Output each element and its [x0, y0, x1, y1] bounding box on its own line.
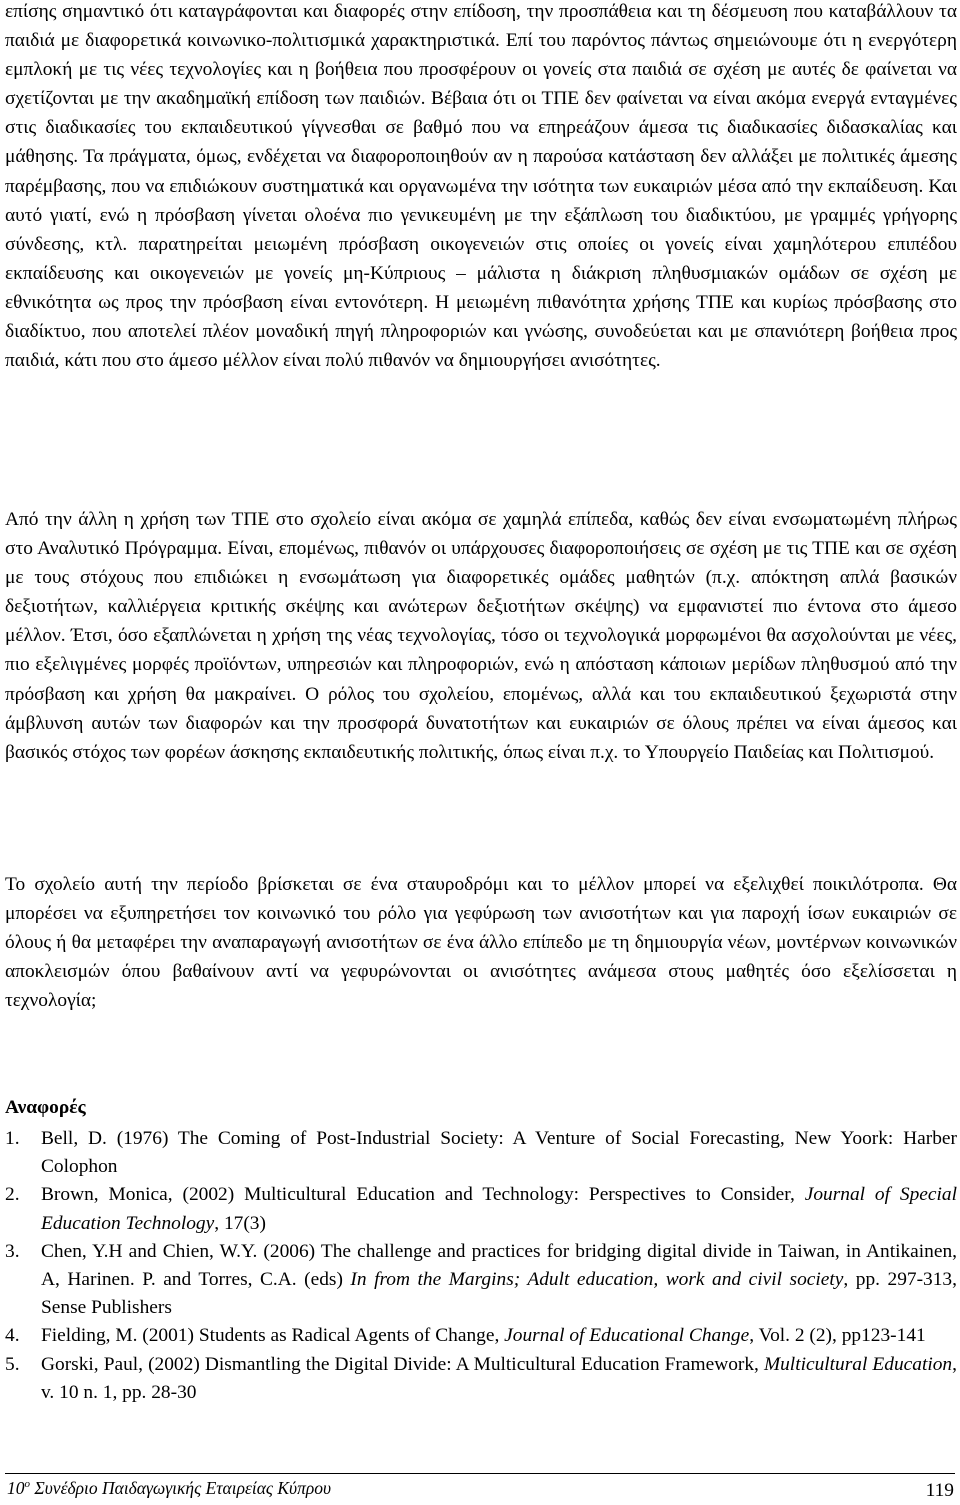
- page-number: 119: [925, 1480, 954, 1501]
- reference-item: [5, 1351, 957, 1407]
- reference-text: Bell, D. (1976) The Coming of Post-Industrial Society: A Venture of Social Forecasting, New Yoork: Harber Colophon: [41, 1128, 957, 1178]
- body-paragraph: Το σχολείο αυτή την περίοδο βρίσκεται σε ένα σταυροδρόμι και το μέλλον μπορεί να εξελιχθεί ποικιλότροπα. Θα μπορέσει να εξυπηρετήσει τον κοινωνικό του ρόλο για γεφύρωση των ανισοτήτων και για παροχή ίσων ευκαιριών σε όλους ή θα μεταφέρει την αναπαραγωγή ανισοτήτων σε ένα άλλο επίπεδο με τη δημιουργία νέων, μοντέρνων κοινωνικών αποκλεισμών όπου βαθαίνουν αντί να γεφυρώνονται οι ανισότητες ανάμεσα στους μαθητές όσο εξελίσσεται η τεχνολογία;: [5, 874, 957, 1012]
- reference-source-title: Multicultural Education: [763, 1353, 953, 1375]
- footer-divider: [5, 1473, 955, 1474]
- body-paragraph: Από την άλλη η χρήση των ΤΠΕ στο σχολείο είναι ακόμα σε χαμηλά επίπεδα, καθώς δεν είναι ενσωματωμένη πλήρως στο Αναλυτικό Πρόγραμμα. Είναι, επομένως, πιθανόν οι υπάρχουσες διαφοροποιήσεις σε σχέση με τις ΤΠΕ και σε σχέση με τους στόχους που επιδιώκει η ενσωμάτωση για διαφορετικές ομάδες μαθητών (π.χ. απόκτηση απλά βασικών δεξιοτήτων, καλλιέργεια κριτικής σκέψης και ανώτερων δεξιοτήτων σκέψης) να εμφανιστεί πιο έντονα στο άμεσο μέλλον. Έτσι, όσο εξαπλώνεται η χρήση της νέας τεχνολογίας, τόσο οι τεχνολογικά μορφωμένοι θα ασχολούνται με νέες, πιο εξελιγμένες μορφές προϊόντων, υπηρεσιών και πληροφοριών, ενώ η απόσταση κάποιων μερίδων πληθυσμού από την πρόσβαση και χρήση θα μακραίνει. Ο ρόλος του σχολείου, επομένως, αλλά και του εκπαιδευτικού ξεχωριστά στην άμβλυνση αυτών των διαφορών και την προσφορά δυνατοτήτων και ευκαιριών σε όλους πρέπει να είναι άμεσος και βασικός στόχος των φορέων άσκησης εκπαιδευτικής πολιτικής, όπως είναι π.χ. το Υπουργείο Παιδείας και Πολιτισμού.: [5, 509, 957, 763]
- reference-number: 5.: [5, 1353, 20, 1375]
- reference-details: , 17(3): [214, 1212, 266, 1234]
- reference-details: , Vol. 2 (2), pp123-141: [749, 1325, 926, 1347]
- reference-item: [5, 1125, 957, 1181]
- reference-text: Brown, Monica, (2002) Multicultural Education and Technology: Perspectives to Consider,: [41, 1184, 805, 1206]
- conference-name: Συνέδριο Παιδαγωγικής Εταιρείας Κύπρου: [30, 1478, 332, 1498]
- reference-source-title: In from the Margins; Adult education, work and civil society: [350, 1269, 844, 1291]
- reference-number: 3.: [5, 1240, 20, 1262]
- reference-number: 4.: [5, 1325, 20, 1347]
- reference-source-title: Journal of Educational Change: [504, 1325, 750, 1347]
- reference-number: 2.: [5, 1184, 20, 1206]
- references-list: [5, 1125, 957, 1407]
- reference-details: , v. 10 n. 1, pp. 28-30: [41, 1353, 957, 1403]
- footer-conference: [7, 1478, 331, 1499]
- reference-text: Chen, Y.H and Chien, W.Y. (2006) The challenge and practices for bridging digital divide in Taiwan, in Antikainen, A, Harinen. P. and Torres, C.A. (eds): [41, 1240, 957, 1291]
- reference-number: 1.: [5, 1128, 20, 1149]
- references-heading: Αναφορές: [5, 1097, 86, 1118]
- reference-source-title: Journal of Special Education Technology: [41, 1184, 957, 1234]
- reference-details: , pp. 297-313, Sense Publishers: [41, 1269, 957, 1319]
- edition-suffix: ο: [24, 1478, 30, 1491]
- reference-item: [5, 1238, 957, 1323]
- reference-text: Fielding, M. (2001) Students as Radical Agents of Change,: [41, 1325, 505, 1347]
- body-paragraph: επίσης σημαντικό ότι καταγράφονται και διαφορές στην επίδοση, την προσπάθεια και τη δέσμευση που καταβάλλουν τα παιδιά με διαφορετικά κοινωνικο-πολιτισμικά χαρακτηριστικά. Επί του παρόντος πάντως σημειώνουμε ότι η ενεργότερη εμπλοκή με τις νέες τεχνολογίες και η βοήθεια που προσφέρουν οι γονείς στα παιδιά σε σχέση με αυτές δε φαίνεται να σχετίζονται με την ακαδημαϊκή επίδοση των παιδιών. Βέβαια ότι οι ΤΠΕ δεν φαίνεται να είναι ακόμα ενεργά ενταγμένες στις διαδικασίες του εκπαιδευτικού γίγνεσθαι σε βαθμό που να επηρεάζουν άμεσα τις διαδικασίες διδασκαλίας και μάθησης. Τα πράγματα, όμως, ενδέχεται να διαφοροποιηθούν αν η παρούσα κατάσταση δεν αλλάξει με πολιτικές άμεσης παρέμβασης, που να επιδιώκουν συστηματικά και οργανωμένα την ισότητα των ευκαιριών μέσα από την εκπαίδευση. Και αυτό γιατί, ενώ η πρόσβαση γίνεται ολοένα πιο γενικευμένη με την εξάπλωση του διαδικτύου, με γραμμές γρήγορης σύνδεσης, κτλ. παρατηρείται μειωμένη πρόσβαση οικογενειών στις οποίες οι γονείς είναι χαμηλότερου επιπέδου εκπαίδευσης και οικογενειών με γονείς μη-Κύπριους – μάλιστα η διάκριση πληθυσμιακών ομάδων σε σχέση με εθνικότητα ως προς την πρόσβαση είναι εντονότερη. Η μειωμένη πιθανότητα χρήσης ΤΠΕ και κυρίως πρόσβασης στο διαδίκτυο, που αποτελεί πλέον μοναδική πηγή πληροφοριών και γνώσης, συνοδεύεται και με σπανιότερη βοήθεια προς παιδιά, κάτι που στο άμεσο μέλλον είναι πολύ πιθανόν να δημιουργήσει ανισότητες.: [5, 1, 957, 372]
- edition-number: 10: [7, 1478, 25, 1498]
- reference-text: Gorski, Paul, (2002) Dismantling the Digital Divide: A Multicultural Education Framework,: [41, 1353, 764, 1375]
- reference-item: [5, 1181, 957, 1237]
- reference-item: [5, 1322, 957, 1350]
